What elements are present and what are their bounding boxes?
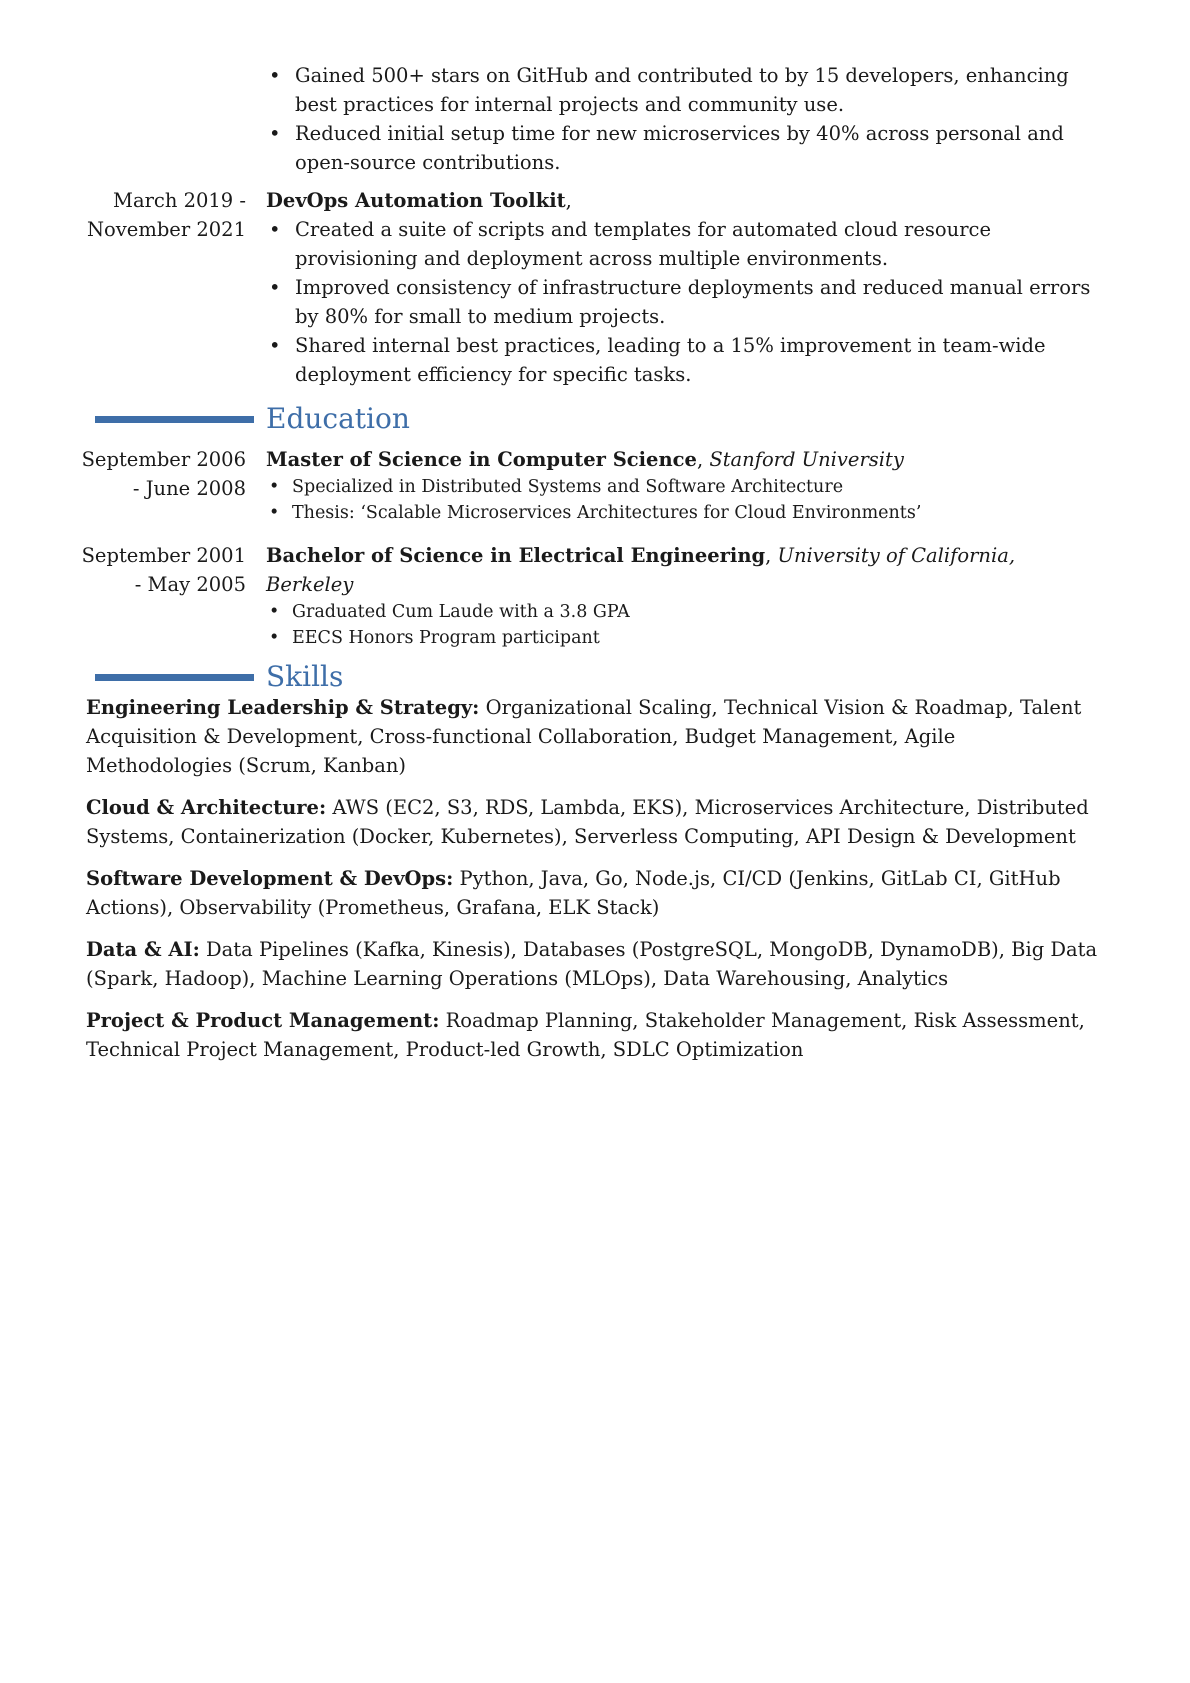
degree-title: Bachelor of Science in Electrical Engineering [266, 544, 766, 567]
section-title: Education [266, 402, 410, 435]
education-date: September 2006 - June 2008 [81, 448, 246, 500]
bullet-item: • Gained 500+ stars on GitHub and contributed to by 15 developers, enhancing best practices for internal projects and community use. [266, 61, 1104, 119]
institution: Stanford University [709, 448, 904, 471]
skill-item [86, 793, 1104, 851]
skill-label: Cloud & Architecture: [86, 796, 327, 819]
section-rule [95, 416, 254, 423]
bullet-item: • EECS Honors Program participant [266, 625, 1104, 651]
degree-title: Master of Science in Computer Science [266, 448, 697, 471]
skill-value: Data Pipelines (Kafka, Kinesis), Databases (PostgreSQL, MongoDB, DynamoDB), Big Data (Spark, Hadoop), Machine Learning Operations (MLOps), Data Warehousing, Analytics [86, 938, 1098, 990]
skill-label: Data & AI: [86, 938, 200, 961]
degree-line [266, 445, 1104, 474]
skill-item [86, 864, 1104, 922]
project-date: March 2019 - November 2021 [86, 189, 246, 241]
bullet-item: • Graduated Cum Laude with a 3.8 GPA [266, 599, 1104, 625]
education-date: September 2001 - May 2005 [81, 544, 246, 596]
skill-value: Roadmap Planning, Stakeholder Management, Risk Assessment, Technical Project Management, Product-led Growth, SDLC Optimization [86, 1009, 1085, 1061]
skill-item [86, 935, 1104, 993]
skill-label: Project & Product Management: [86, 1009, 440, 1032]
bullet-item: • Thesis: ‘Scalable Microservices Architectures for Cloud Environments’ [266, 500, 1104, 526]
degree-separator: , [765, 544, 772, 567]
skill-value: AWS (EC2, S3, RDS, Lambda, EKS), Microservices Architecture, Distributed Systems, Containerization (Docker, Kubernetes), Serverless Computing, API Design & Development [86, 796, 1089, 848]
skill-item [86, 693, 1104, 780]
bullet-item: • Improved consistency of infrastructure deployments and reduced manual errors by 80% for small to medium projects. [266, 273, 1104, 331]
project-content [266, 186, 1104, 389]
institution: University of California, Berkeley [266, 544, 1016, 596]
education-section-header [0, 402, 1190, 442]
skill-label: Engineering Leadership & Strategy: [86, 696, 480, 719]
education-content [266, 445, 1104, 526]
skill-label: Software Development & DevOps: [86, 867, 454, 890]
skill-value: Python, Java, Go, Node.js, CI/CD (Jenkins, GitLab CI, GitHub Actions), Observability (Prometheus, Grafana, ELK Stack) [86, 867, 1061, 919]
project-title-line [266, 186, 1104, 215]
project-bullets [266, 215, 1104, 389]
degree-separator: , [696, 448, 704, 471]
education-content [266, 541, 1104, 651]
title-suffix: , [565, 189, 572, 212]
section-title: Skills [266, 660, 344, 693]
bullet-item: • Shared internal best practices, leading to a 15% improvement in team-wide deployment efficiency for specific tasks. [266, 331, 1104, 389]
project-content [266, 61, 1104, 177]
section-rule [95, 674, 254, 681]
project-bullets [266, 61, 1104, 177]
bullet-item: • Created a suite of scripts and templates for automated cloud resource provisioning and deployment across multiple environments. [266, 215, 1104, 273]
education-bullets [266, 474, 1104, 526]
skill-value: Organizational Scaling, Technical Vision & Roadmap, Talent Acquisition & Development, Cross-functional Collaboration, Budget Management, Agile Methodologies (Scrum, Kanban) [86, 696, 1082, 777]
education-bullets [266, 599, 1104, 651]
bullet-item: • Specialized in Distributed Systems and Software Architecture [266, 474, 1104, 500]
project-title: DevOps Automation Toolkit [266, 189, 566, 212]
degree-line [266, 541, 1104, 599]
bullet-item: • Reduced initial setup time for new microservices by 40% across personal and open-source contributions. [266, 119, 1104, 177]
skill-item [86, 1006, 1104, 1064]
